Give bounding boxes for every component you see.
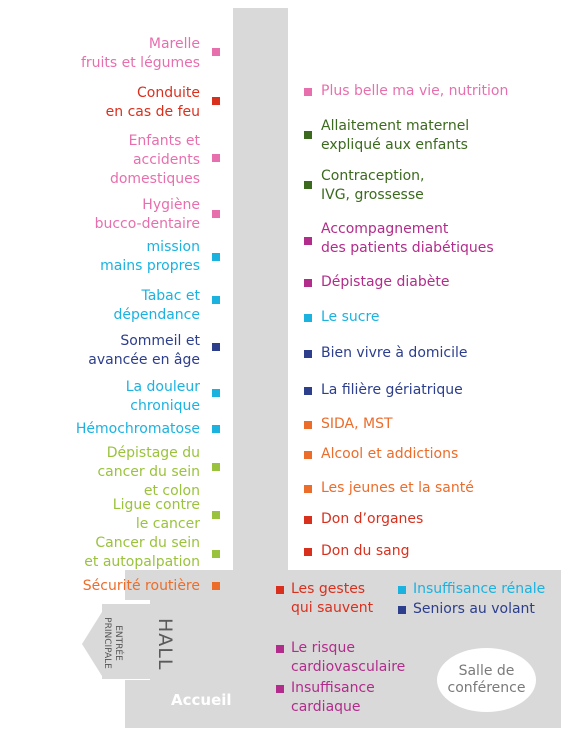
stand-marker [212,582,220,590]
main-entrance-label: ENTRÉE PRINCIPALE [102,617,123,669]
stand-marker [304,387,312,395]
stand-marker [276,586,284,594]
stand-label: Enfants et accidents domestiques [109,133,200,187]
stand-marker [212,511,220,519]
stand-marker [398,606,406,614]
stand-marker [212,425,220,433]
conference-room: Salle de conférence [437,648,536,712]
stand-label: Insuffisance rénale [413,581,546,597]
stand-marker [212,463,220,471]
stand-marker [212,97,220,105]
stand-label: Don d’organes [321,511,424,527]
stand-marker [276,645,284,653]
stand-label: La filière gériatrique [321,382,463,398]
stand-marker [212,253,220,261]
stand-marker [304,485,312,493]
corridor [233,8,288,608]
stand-label: Sécurité routière [82,578,200,594]
stand-marker [304,451,312,459]
stand-label: Allaitement maternel expliqué aux enfants [321,118,470,153]
stand-label: Dépistage diabète [321,274,450,290]
stand-marker [304,548,312,556]
stand-marker [304,279,312,287]
stand-label: Alcool et addictions [321,446,459,462]
stand-label: Bien vivre à domicile [321,345,468,361]
stand-marker [212,550,220,558]
stand-label: Les gestes qui sauvent [291,581,374,616]
stand-marker [212,389,220,397]
stand-label: Cancer du sein et autopalpation [84,535,200,570]
entrance-arrow [82,612,102,676]
stand-marker [212,154,220,162]
stand-marker [304,237,312,245]
stand-label: Les jeunes et la santé [321,480,474,496]
stand-label: La douleur chronique [125,379,200,414]
stand-label: Ligue contre le cancer [112,497,200,532]
stand-marker [304,131,312,139]
stand-marker [304,421,312,429]
stand-label: Le sucre [321,309,380,325]
stand-label: Marelle fruits et légumes [80,36,200,71]
stand-label: Sommeil et avancée en âge [88,333,200,368]
stand-marker [276,685,284,693]
stand-marker [304,88,312,96]
stand-marker [304,350,312,358]
stand-label: Accompagnement des patients diabétiques [321,221,494,256]
stand-label: Conduite en cas de feu [105,85,200,120]
stand-label: Don du sang [321,543,410,559]
stand-marker [212,343,220,351]
stand-marker [304,181,312,189]
stand-marker [398,586,406,594]
hall-label: HALL [154,618,176,671]
stand-label: Le risque cardiovasculaire [291,640,406,675]
stand-label: mission mains propres [100,239,200,274]
stand-label: Seniors au volant [413,601,535,617]
stand-label: SIDA, MST [321,416,393,432]
accueil-label: Accueil [171,691,232,709]
stand-label: Contraception, IVG, grossesse [321,168,425,203]
stand-label: Hémochromatose [75,421,200,437]
stand-label: Hygiène bucco-dentaire [94,197,200,232]
stand-label: Tabac et dépendance [113,288,200,323]
stand-marker [212,296,220,304]
stand-label: Insuffisance cardiaque [291,680,375,715]
stand-label: Dépistage du cancer du sein et colon [97,445,200,499]
stand-label: Plus belle ma vie, nutrition [321,83,509,99]
stand-marker [212,210,220,218]
stand-marker [212,48,220,56]
stand-marker [304,314,312,322]
stand-marker [304,516,312,524]
